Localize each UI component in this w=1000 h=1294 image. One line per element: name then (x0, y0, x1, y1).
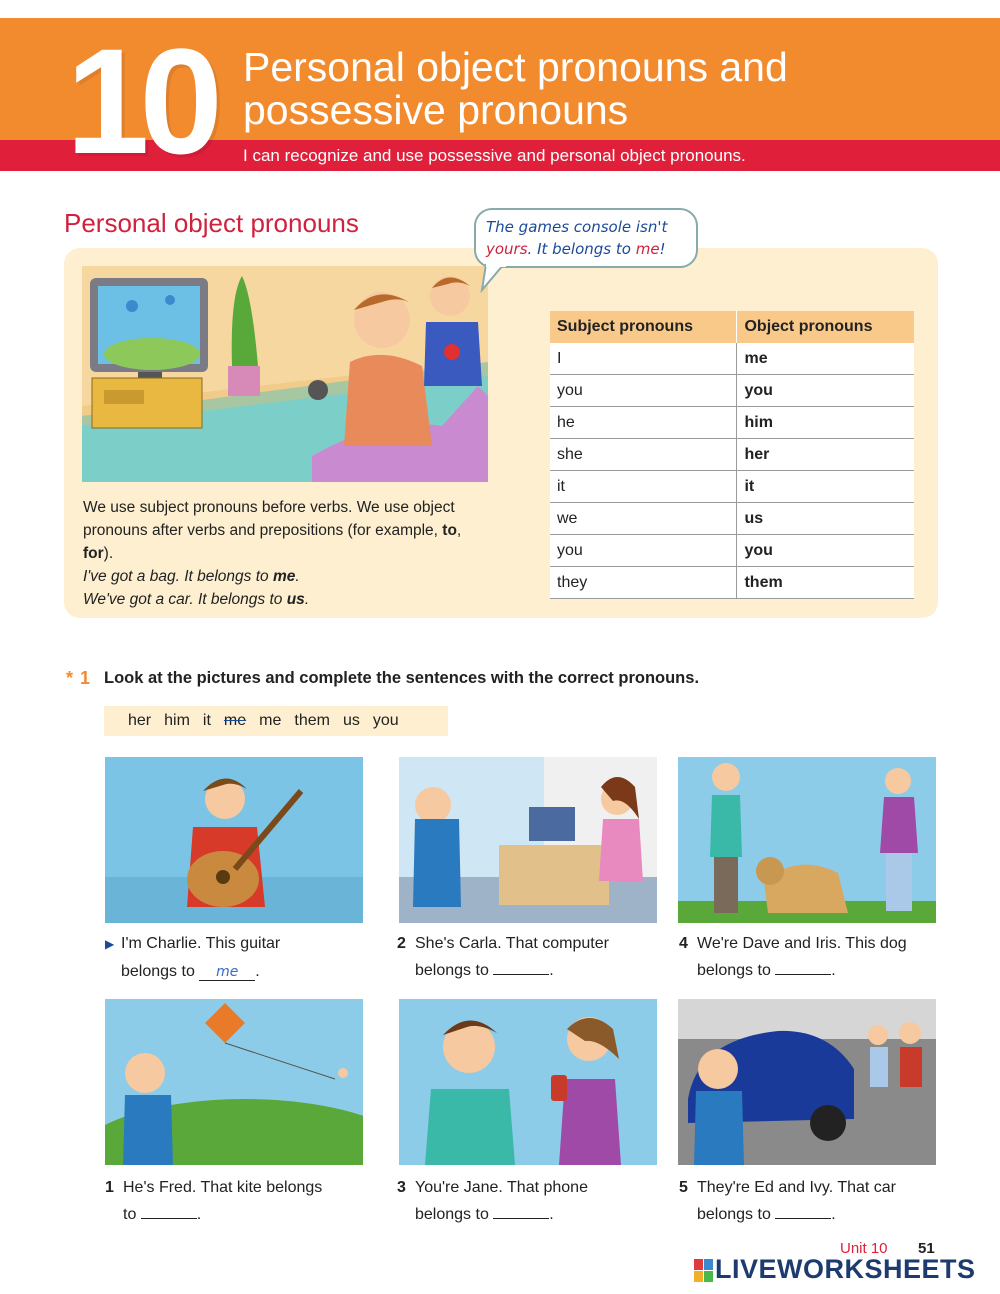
item-text: She's Carla. That computer (415, 935, 609, 952)
bubble-text-3: . It belongs to (527, 240, 636, 258)
object-cell: her (737, 439, 914, 471)
example-triangle-icon: ▶ (105, 937, 115, 951)
item-text: belongs to (697, 1206, 776, 1223)
example-1-end: . (295, 568, 300, 585)
item-line-2 (105, 1201, 365, 1228)
bubble-text-4: me (635, 240, 660, 258)
item-end: . (831, 962, 836, 979)
item-line-1 (679, 1174, 939, 1201)
answer-blank[interactable] (775, 960, 831, 975)
object-cell: you (737, 535, 914, 567)
item-text: He's Fred. That kite belongs (123, 1179, 323, 1196)
item-line-1 (397, 1174, 657, 1201)
section-heading: Personal object pronouns (64, 208, 359, 238)
item-text: They're Ed and Ivy. That car (697, 1179, 896, 1196)
difficulty-star-icon: * (66, 668, 74, 688)
item-4 (679, 930, 939, 984)
object-cell: them (737, 567, 914, 599)
answer-filled: me (199, 964, 255, 981)
table-row (550, 343, 914, 375)
footer-unit-label: Unit 10 (840, 1240, 888, 1257)
item-line-1 (105, 1174, 365, 1201)
example-2-bold: us (286, 591, 305, 608)
answer-blank[interactable] (493, 1204, 549, 1219)
item-number: 1 (105, 1179, 114, 1196)
item-text: to (123, 1206, 141, 1223)
word: me (259, 712, 282, 729)
word: her (128, 712, 152, 729)
item-text: belongs to (697, 962, 776, 979)
item-text: I'm Charlie. This guitar (121, 935, 281, 952)
example-2-end: . (304, 591, 310, 608)
rule-line: We use subject pronouns before verbs. We use object pronouns after verbs and prepositions (for example, (83, 499, 455, 539)
object-cell: you (737, 375, 914, 407)
page-number: 51 (918, 1240, 935, 1257)
gaming-illustration (82, 266, 488, 482)
item-line-1 (397, 930, 657, 957)
item-2 (397, 930, 657, 984)
table-header-object: Object pronouns (737, 311, 914, 343)
brand-name: LIVEWORKSHEETS (715, 1254, 976, 1284)
word: you (372, 712, 399, 729)
table-row (550, 535, 914, 567)
word: them (294, 712, 330, 729)
example-2-text: We've got a car. It belongs to (83, 591, 287, 608)
picture-ed-ivy-car (678, 999, 936, 1165)
subject-cell: I (550, 343, 737, 375)
table-header-row (550, 311, 914, 343)
example-1-text: I've got a bag. It belongs to (83, 568, 273, 585)
page-subtitle: I can recognize and use possessive and personal object pronouns. (243, 146, 746, 165)
item-number: 4 (679, 935, 688, 952)
table-row (550, 439, 914, 471)
exercise-number: 1 (80, 668, 91, 688)
answer-blank[interactable] (141, 1204, 197, 1219)
item-line-2 (397, 1201, 657, 1228)
word: us (342, 712, 360, 729)
picture-carla-computer (399, 757, 657, 923)
word-used: me (223, 712, 247, 729)
word: it (202, 712, 211, 729)
answer-blank[interactable] (493, 960, 549, 975)
bubble-text-5: ! (659, 240, 666, 258)
title-line-1: Personal object pronouns and (243, 44, 788, 90)
page-title (243, 46, 943, 132)
item-line-1 (679, 930, 939, 957)
subject-cell: it (550, 471, 737, 503)
speech-bubble (474, 208, 698, 268)
table-header-subject: Subject pronouns (550, 311, 737, 343)
liveworksheets-icon (694, 1259, 712, 1281)
word: him (164, 712, 190, 729)
rule-example-1 (83, 565, 483, 588)
word-bank (104, 706, 448, 736)
item-example (105, 930, 365, 985)
item-number: 5 (679, 1179, 688, 1196)
item-1 (105, 1174, 365, 1228)
item-5 (679, 1174, 939, 1228)
object-cell: us (737, 503, 914, 535)
picture-charlie-guitar (105, 757, 363, 923)
bubble-text-1: The games console isn't (486, 218, 668, 236)
item-line-2 (679, 957, 939, 984)
subject-cell: he (550, 407, 737, 439)
grammar-rule (83, 496, 483, 611)
item-3 (397, 1174, 657, 1228)
pronoun-table (550, 311, 914, 599)
title-line-2: possessive pronouns (243, 87, 629, 133)
object-cell: it (737, 471, 914, 503)
item-end: . (549, 962, 554, 979)
item-text: belongs to (415, 962, 494, 979)
subject-cell: we (550, 503, 737, 535)
bubble-text-2: yours (486, 240, 528, 258)
table-row (550, 407, 914, 439)
rule-bold-to: to (442, 522, 457, 539)
example-1-bold: me (272, 568, 296, 585)
picture-fred-kite (105, 999, 363, 1165)
subject-cell: they (550, 567, 737, 599)
rule-sep: , (456, 522, 462, 539)
item-end: . (549, 1206, 554, 1223)
table-row (550, 503, 914, 535)
object-cell: me (737, 343, 914, 375)
subject-cell: she (550, 439, 737, 471)
item-end: . (196, 1206, 202, 1223)
rule-bold-for: for (83, 545, 104, 562)
item-number: 3 (397, 1179, 406, 1196)
liveworksheets-logo[interactable] (694, 1254, 976, 1285)
table-row (550, 567, 914, 599)
subject-cell: you (550, 375, 737, 407)
item-text: You're Jane. That phone (415, 1179, 588, 1196)
rule-end: ). (103, 545, 114, 562)
object-cell: him (737, 407, 914, 439)
item-end: . (831, 1206, 836, 1223)
unit-number: 10 (66, 17, 213, 185)
item-line-2 (105, 958, 365, 985)
item-text: belongs to (121, 963, 200, 980)
item-line-2 (397, 957, 657, 984)
table-row (550, 375, 914, 407)
item-line-1 (105, 930, 365, 958)
item-end: . (255, 963, 260, 980)
item-line-2 (679, 1201, 939, 1228)
subject-cell: you (550, 535, 737, 567)
item-text: We're Dave and Iris. This dog (697, 935, 907, 952)
answer-blank[interactable] (775, 1204, 831, 1219)
picture-dave-iris-dog (678, 757, 936, 923)
item-number: 2 (397, 935, 406, 952)
rule-example-2 (83, 588, 483, 611)
item-text: belongs to (415, 1206, 494, 1223)
bubble-tail (480, 264, 510, 294)
table-row (550, 471, 914, 503)
exercise-instruction: Look at the pictures and complete the sentences with the correct pronouns. (104, 669, 700, 687)
picture-jane-phone (399, 999, 657, 1165)
